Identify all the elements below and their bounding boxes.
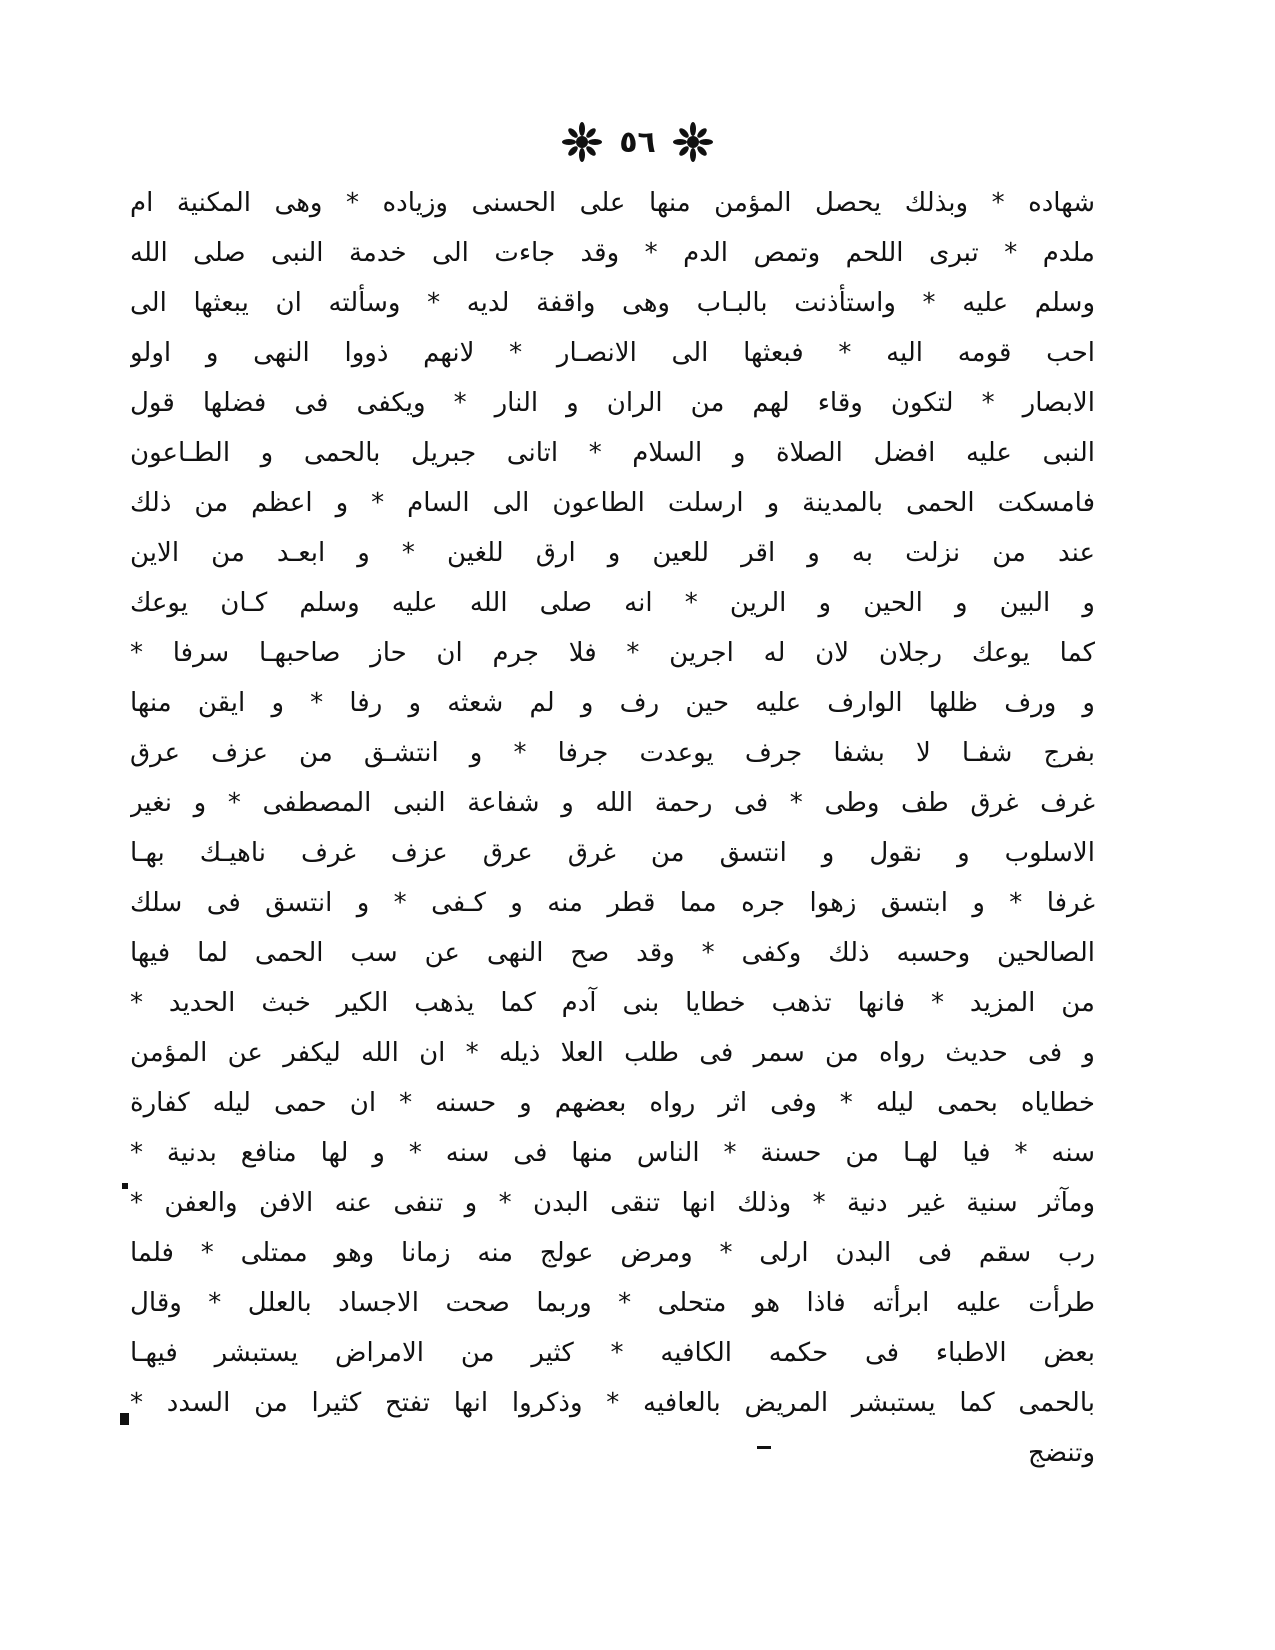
text-line: من المزيد * فانها تذهب خطايا بنى آدم كما يذهب الكير خبث الحديد * [130,988,1095,1018]
text-line: الابصار * لتكون وقاء لهم من الران و النار * ويكفى فى فضلها قول [130,388,1095,418]
text-line: وسلم عليه * واستأذنت بالبـاب وهى واقفة لديه * وسألته ان يبعثها الى [130,288,1095,318]
text-line: بالحمى كما يستبشر المريض بالعافيه * وذكروا انها تفتح كثيرا من السدد * [130,1388,1095,1418]
text-line: طرأت عليه ابرأته فاذا هو متحلى * وربما صحت الاجساد بالعلل * وقال [130,1288,1095,1318]
margin-mark [757,1446,771,1449]
page-header [0,112,1275,172]
text-line: و ورف ظلها الوارف عليه حين رف و لم شعثه و رفا * و ايقن منها [130,688,1095,718]
text-line: غرفا * و ابتسق زهوا جره مما قطر منه و كـفى * و انتسق فى سلك [130,888,1095,918]
text-line: الصالحين وحسبه ذلك وكفى * وقد صح النهى عن سب الحمى لما فيها [130,938,1095,968]
page-number: ٥٦ [619,124,656,160]
text-line: ملدم * تبرى اللحم وتمص الدم * وقد جاءت الى خدمة النبى صلى الله [130,238,1095,268]
text-line: بفرج شفـا لا بشفا جرف يوعدت جرفا * و انتشـق من عزف عرق [130,738,1095,768]
flower-ornament-icon [672,121,714,163]
text-line: الاسلوب و نقول و انتسق من غرق عرق عزف غرف ناهيـك بهـا [130,838,1095,868]
text-line: خطاياه بحمى ليله * وفى اثر رواه بعضهم و حسنه * ان حمى ليله كفارة [130,1088,1095,1118]
text-line: غرف غرق طف وطى * فى رحمة الله و شفاعة النبى المصطفى * و نغير [130,788,1095,818]
text-line: ومآثر سنية غير دنية * وذلك انها تنقى البدن * و تنفى عنه الافن والعفن * [130,1188,1095,1218]
text-line: شهاده * وبذلك يحصل المؤمن منها على الحسنى وزياده * وهى المكنية ام [130,188,1095,218]
margin-mark [120,1413,129,1425]
text-line: فامسكت الحمى بالمدينة و ارسلت الطاعون الى السام * و اعظم من ذلك [130,488,1095,518]
text-line: كما يوعك رجلان لان له اجرين * فلا جرم ان حاز صاحبهـا سرفا * [130,638,1095,668]
text-line: و البين و الحين و الرين * انه صلى الله عليه وسلم كـان يوعك [130,588,1095,618]
text-line: رب سقم فى البدن ارلى * ومرض عولج منه زمانا وهو ممتلى * فلما [130,1238,1095,1268]
text-line: بعض الاطباء فى حكمه الكافيه * كثير من الامراض يستبشر فيهـا [130,1338,1095,1368]
text-line: و فى حديث رواه من سمر فى طلب العلا ذيله * ان الله ليكفر عن المؤمن [130,1038,1095,1068]
flower-ornament-icon [561,121,603,163]
catchword: وتنضج [1028,1438,1095,1468]
margin-mark [122,1183,128,1189]
text-line: عند من نزلت به و اقر للعين و ارق للغين * و ابعـد من الاين [130,538,1095,568]
text-line: سنه * فيا لهـا من حسنة * الناس منها فى سنه * و لها منافع بدنية * [130,1138,1095,1168]
body-text [130,178,1095,1478]
text-line: احب قومه اليه * فبعثها الى الانصـار * لانهم ذووا النهى و اولو [130,338,1095,368]
text-line: النبى عليه افضل الصلاة و السلام * اتانى جبريل بالحمى و الطـاعون [130,438,1095,468]
